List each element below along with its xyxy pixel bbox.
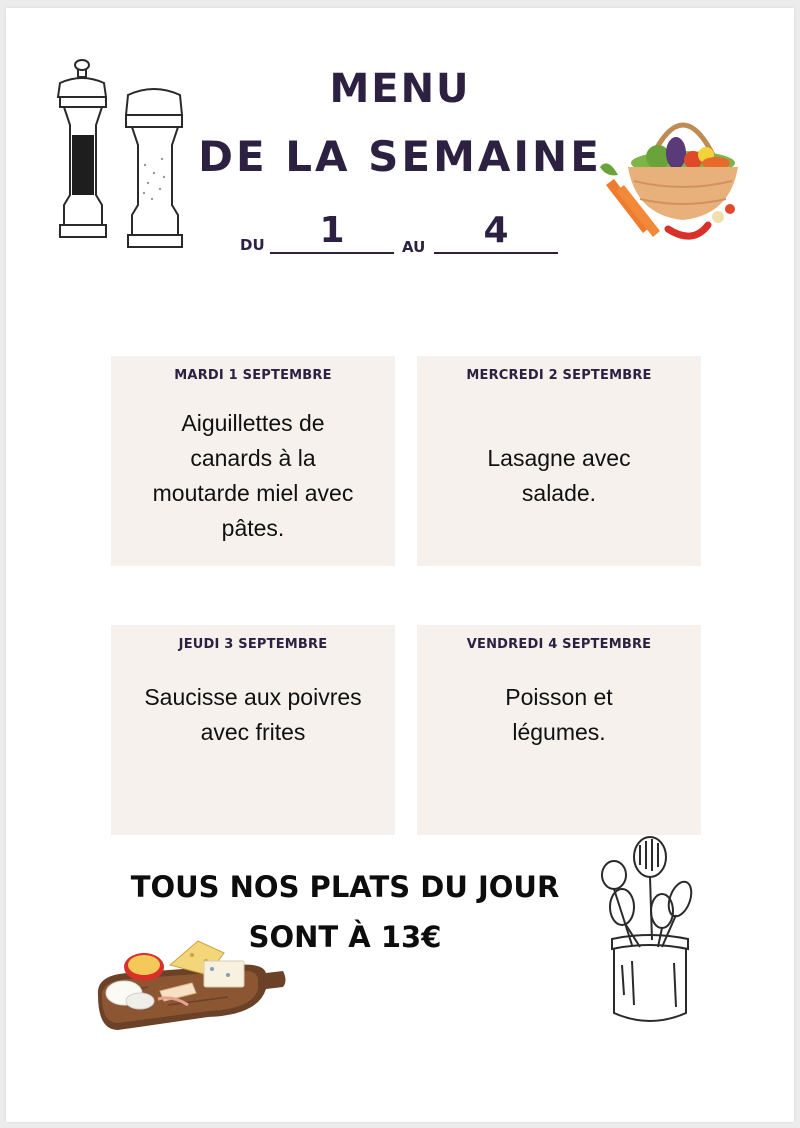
day-card-4 [417,625,701,835]
day-heading: MERCREDI 2 SEPTEMBRE [466,368,652,383]
from-label: DU [240,236,265,254]
utensil-jar-icon [592,835,707,1030]
to-value: 4 [483,210,509,251]
menu-subtitle: DE LA SEMAINE [198,132,602,181]
price-line-2: SONT À 13€ [248,920,442,954]
day-card-3 [111,625,395,835]
dish-description: Aiguillettes de canards à la moutarde miel avec pâtes. [152,410,354,541]
day-heading: JEUDI 3 SEPTEMBRE [178,637,328,652]
day-heading: MARDI 1 SEPTEMBRE [174,368,332,383]
cheese-board-icon [88,935,288,1040]
dish-description: Saucisse aux poivres avec frites [144,684,362,745]
dish-description: Poisson et légumes. [505,684,613,745]
day-card-2 [417,356,701,566]
menu-title: MENU [329,66,471,112]
vegetable-basket-icon [598,105,748,250]
to-label: AU [402,238,426,256]
dish-description: Lasagne avec salade. [487,445,631,506]
from-value: 1 [319,210,345,251]
day-card-1 [111,356,395,566]
from-underline [270,252,394,254]
to-underline [434,252,558,254]
price-line-1: TOUS NOS PLATS DU JOUR [130,870,560,904]
day-heading: VENDREDI 4 SEPTEMBRE [466,637,652,652]
